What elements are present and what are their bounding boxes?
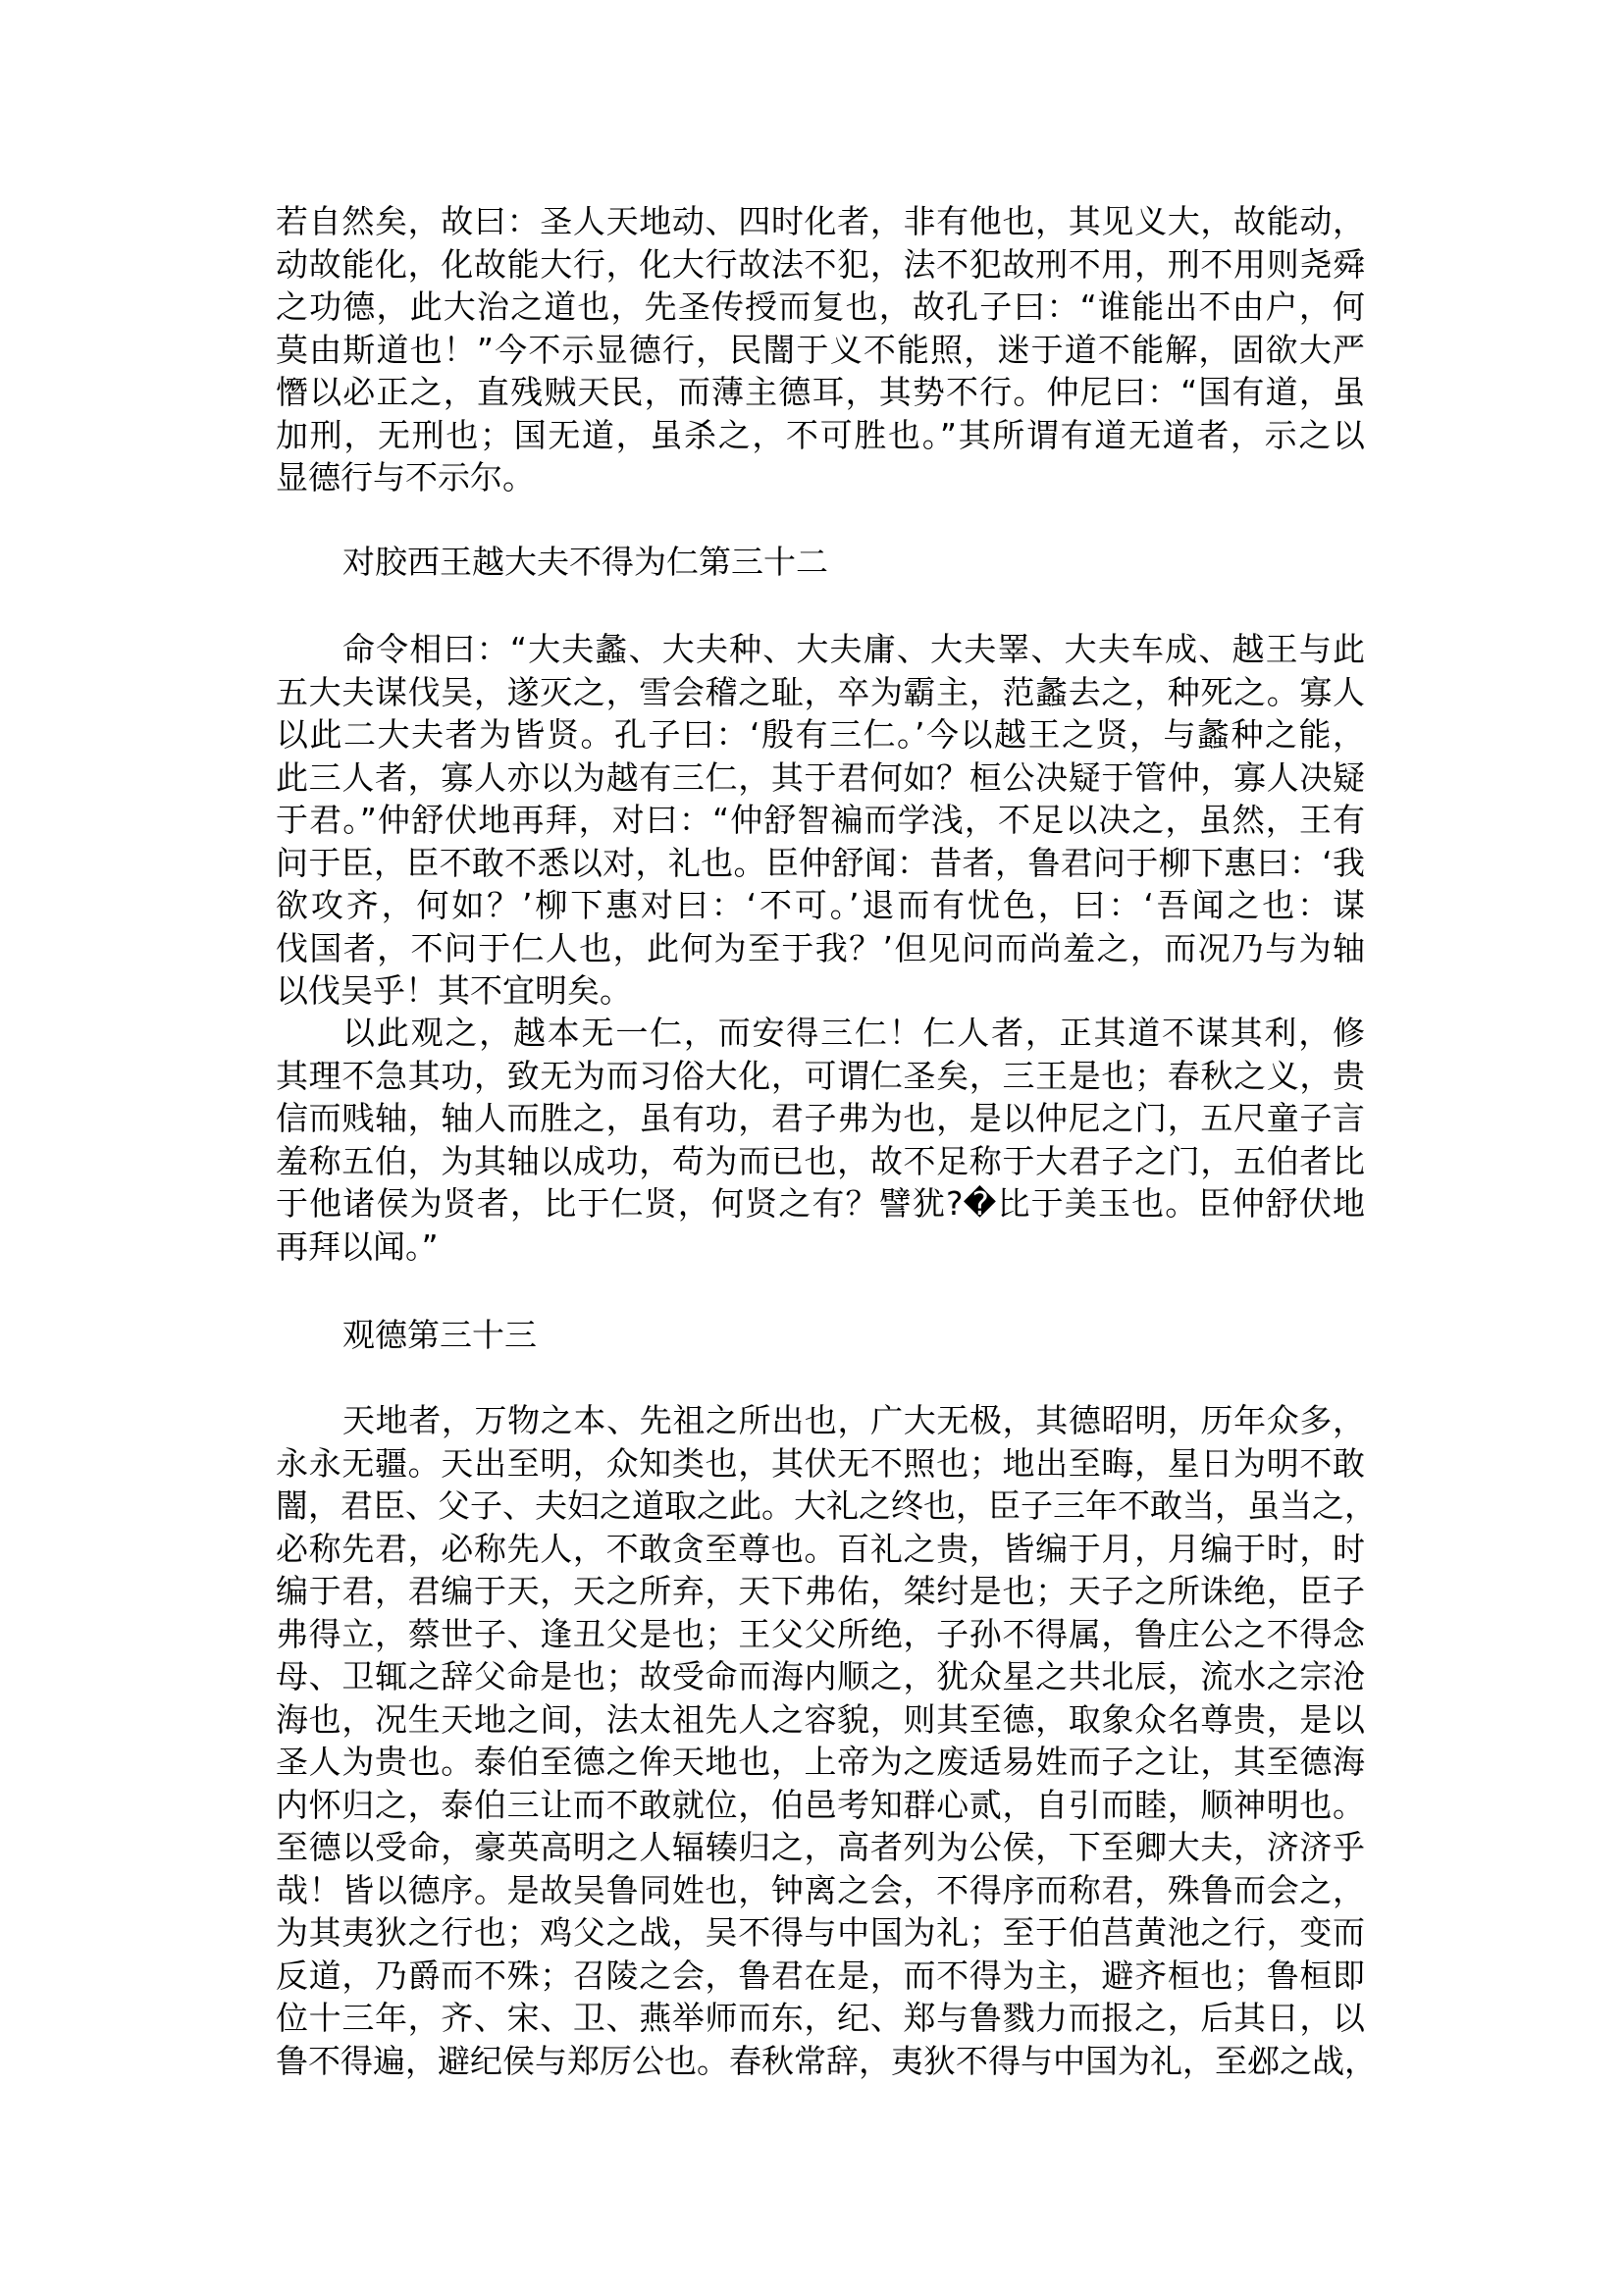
text-line: 圣人为贵也。泰伯至德之侔天地也，上帝为之废适易姓而子之让，其至德海: [276, 1743, 1365, 1781]
text-line: 必称先君，必称先人，不敢贪至尊也。百礼之贵，皆编于月，月编于时，时: [276, 1529, 1365, 1568]
text-line: 此三人者，寡人亦以为越有三仁，其于君何如？桓公决疑于管仲，寡人决疑: [276, 757, 1365, 797]
text-line: 若自然矣，故曰：圣人天地动、四时化者，非有他也，其见义大，故能动，: [276, 202, 1365, 240]
text-line: 天地者，万物之本、先祖之所出也，广大无极，其德昭明，历年众多，: [342, 1401, 1365, 1439]
text-line: 再拜以闻。”: [276, 1226, 439, 1266]
text-line: 其理不急其功，致无为而习俗大化，可谓仁圣矣，三王是也；春秋之义，贵: [276, 1056, 1365, 1095]
text-line: 五大夫谋伐吴，遂灭之，雪会稽之耻，卒为霸主，范蠡去之，种死之。寡人: [276, 672, 1365, 711]
text-line: 莫由斯道也！”今不示显德行，民闇于义不能照，迷于道不能解，固欲大严: [276, 330, 1365, 369]
text-line: 信而贱轴，轴人而胜之，虽有功，君子弗为也，是以仲尼之门，五尺童子言: [276, 1099, 1365, 1137]
text-line: 以此观之，越本无一仁，而安得三仁！仁人者，正其道不谋其利，修: [342, 1014, 1365, 1052]
text-line: 于他诸侯为贤者，比于仁贤，何贤之有？譬犹?�比于美玉也。臣仲舒伏地: [276, 1184, 1365, 1223]
text-line: 母、卫辄之辞父命是也；故受命而海内顺之，犹众星之共北辰，流水之宗沧: [276, 1657, 1365, 1695]
text-line: 编于君，君编于天，天之所弃，天下弗佑，桀纣是也；天子之所诛绝，臣子: [276, 1572, 1365, 1610]
text-line: 于君。”仲舒伏地再拜，对曰：“仲舒智褊而学浅，不足以决之，虽然，王有: [276, 801, 1365, 839]
paragraph: [276, 628, 1365, 1013]
paragraph-continued: [276, 200, 1365, 499]
text-line: 以此二大夫者为皆贤。孔子曰：‘殷有三仁。’今以越王之贤，与蠡种之能，: [276, 715, 1365, 754]
chapter-heading-32: 对胶西王越大夫不得为仁第三十二: [342, 543, 828, 581]
text-line: 加刑，无刑也；国无道，虽杀之，不可胜也。”其所谓有道无道者，示之以: [276, 415, 1365, 454]
text-line: 弗得立，蔡世子、逢丑父是也；王父父所绝，子孙不得属，鲁庄公之不得念: [276, 1614, 1365, 1653]
text-line: 闇，君臣、父子、夫妇之道取之此。大礼之终也，臣子三年不敢当，虽当之，: [276, 1486, 1377, 1525]
text-line: 哉！皆以德序。是故吴鲁同姓也，钟离之会，不得序而称君，殊鲁而会之，: [276, 1870, 1365, 1909]
text-line: 动故能化，化故能大行，化大行故法不犯，法不犯故刑不用，刑不用则尧舜: [276, 244, 1365, 284]
text-line: 内怀归之，泰伯三让而不敢就位，伯邑考知群心贰，自引而睦，顺神明也。: [276, 1785, 1365, 1824]
text-line: 伐国者，不问于仁人也，此何为至于我？’但见问而尚羞之，而况乃与为轴: [276, 928, 1365, 967]
text-line: 之功德，此大治之道也，先圣传授而复也，故孔子曰：“谁能出不由户，何: [276, 287, 1365, 326]
text-line: 羞称五伯，为其轴以成功，苟为而已也，故不足称于大君子之门，五伯者比: [276, 1141, 1365, 1180]
text-line: 显德行与不示尔。: [276, 458, 535, 496]
paragraph: [276, 1012, 1365, 1268]
text-line: 为其夷狄之行也；鸡父之战，吴不得与中国为礼；至于伯莒黄池之行，变而: [276, 1913, 1365, 1952]
text-line: 海也，况生天地之间，法太祖先人之容貌，则其至德，取象众名尊贵，是以: [276, 1699, 1365, 1739]
text-line: 鲁不得遍，避纪侯与郑厉公也。春秋常辞，夷狄不得与中国为礼，至邲之战，: [276, 2041, 1377, 2080]
text-line: 至德以受命，豪英高明之人辐辏归之，高者列为公侯，下至卿大夫，济济乎: [276, 1828, 1365, 1866]
text-line: 永永无疆。天出至明，众知类也，其伏无不照也；地出至晦，星日为明不敢: [276, 1443, 1365, 1483]
text-line: 以伐吴乎！其不宜明矣。: [276, 971, 632, 1010]
text-line: 反道，乃爵而不殊；召陵之会，鲁君在是，而不得为主，避齐桓也；鲁桓即: [276, 1955, 1365, 1995]
text-line: 命令相曰：“大夫蠡、大夫种、大夫庸、大夫睪、大夫车成、越王与此: [342, 630, 1365, 668]
chapter-heading-33: 观德第三十三: [342, 1316, 537, 1354]
text-line: 位十三年，齐、宋、卫、燕举师而东，纪、郑与鲁戮力而报之，后其日，以: [276, 1999, 1365, 2037]
text-line: 问于臣，臣不敢不悉以对，礼也。臣仲舒闻：昔者，鲁君问于柳下惠曰：‘我: [276, 843, 1365, 882]
text-line: 欲攻齐，何如？’柳下惠对曰：‘不可。’退而有忧色，曰：‘吾闻之也：谋: [276, 886, 1365, 924]
paragraph: [276, 1399, 1377, 2082]
text-line: 憯以必正之，直残贼天民，而薄主德耳，其势不行。仲尼曰：“国有道，虽: [276, 373, 1365, 411]
